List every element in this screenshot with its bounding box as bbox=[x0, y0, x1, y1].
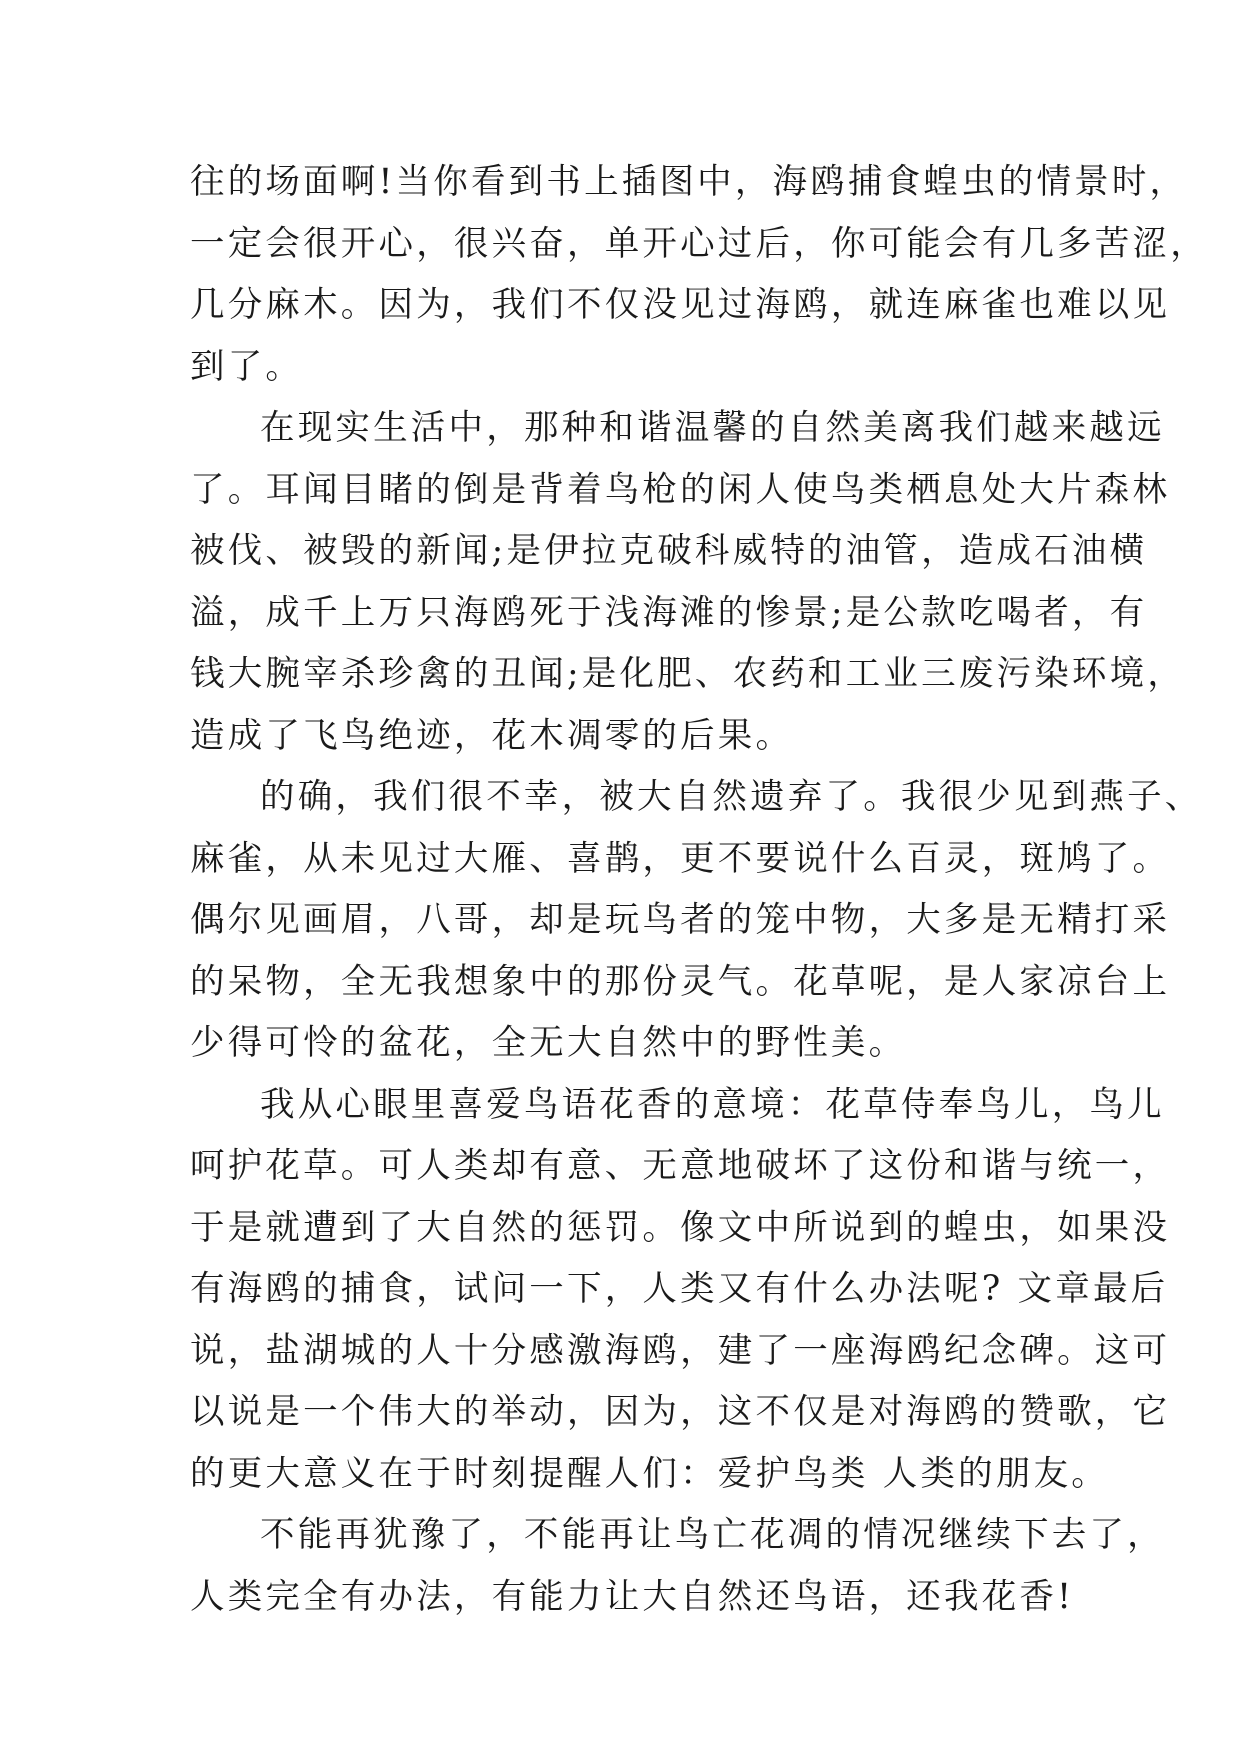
text-line: 不能再犹豫了，不能再让鸟亡花凋的情况继续下去了， bbox=[260, 1515, 1165, 1555]
text-line: 少得可怜的盆花，全无大自然中的野性美。 bbox=[190, 1023, 907, 1063]
text-line: 有海鸥的捕食，试问一下，人类又有什么办法呢? 文章最后 bbox=[190, 1269, 1169, 1309]
text-line: 呵护花草。可人类却有意、无意地破坏了这份和谐与统一， bbox=[190, 1146, 1171, 1186]
text-line: 偶尔见画眉，八哥，却是玩鸟者的笼中物，大多是无精打采 bbox=[190, 900, 1171, 940]
text-line: 于是就遭到了大自然的惩罚。像文中所说到的蝗虫，如果没 bbox=[190, 1207, 1171, 1248]
text-line: 说，盐湖城的人十分感激海鸥，建了一座海鸥纪念碑。这可 bbox=[190, 1330, 1171, 1371]
text-line: 往的场面啊!当你看到书上插图中，海鸥捕食蝗虫的情景时， bbox=[190, 162, 1188, 202]
text-line: 钱大腕宰杀珍禽的丑闻;是化肥、农药和工业三废污染环境， bbox=[190, 654, 1186, 694]
text-line: 几分麻木。因为，我们不仅没见过海鸥，就连麻雀也难以见 bbox=[190, 285, 1171, 325]
text-line: 的更大意义在于时刻提醒人们：爱护鸟类 人类的朋友。 bbox=[190, 1453, 1109, 1494]
text-line: 溢，成千上万只海鸥死于浅海滩的惨景;是公款吃喝者，有 bbox=[190, 592, 1148, 633]
text-line: 在现实生活中，那种和谐温馨的自然美离我们越来越远 bbox=[260, 408, 1165, 448]
text-line: 麻雀，从未见过大雁、喜鹊，更不要说什么百灵，斑鸠了。 bbox=[190, 838, 1171, 879]
text-line: 的确，我们很不幸，被大自然遗弃了。我很少见到燕子、 bbox=[260, 777, 1203, 817]
text-line: 了。耳闻目睹的倒是背着鸟枪的闲人使鸟类栖息处大片森林 bbox=[190, 469, 1171, 510]
paragraph-4 bbox=[190, 1075, 1171, 1506]
text-line: 人类完全有办法，有能力让大自然还鸟语，还我花香! bbox=[190, 1576, 1075, 1617]
text-line: 我从心眼里喜爱鸟语花香的意境：花草侍奉鸟儿，鸟儿 bbox=[260, 1084, 1165, 1125]
text-line: 被伐、被毁的新闻;是伊拉克破科威特的油管，造成石油横 bbox=[190, 531, 1148, 571]
paragraph-5 bbox=[190, 1505, 1165, 1628]
paragraph-1 bbox=[190, 152, 1208, 398]
text-line: 的呆物，全无我想象中的那份灵气。花草呢，是人家凉台上 bbox=[190, 961, 1171, 1002]
paragraph-2 bbox=[190, 398, 1186, 767]
text-line: 到了。 bbox=[190, 346, 304, 387]
text-line: 造成了飞鸟绝迹，花木凋零的后果。 bbox=[190, 715, 794, 756]
text-line: 一定会很开心，很兴奋，单开心过后，你可能会有几多苦涩， bbox=[190, 223, 1208, 264]
paragraph-3 bbox=[190, 767, 1203, 1075]
document-page bbox=[190, 152, 1208, 1628]
text-line: 以说是一个伟大的举动，因为，这不仅是对海鸥的赞歌，它 bbox=[190, 1392, 1171, 1432]
